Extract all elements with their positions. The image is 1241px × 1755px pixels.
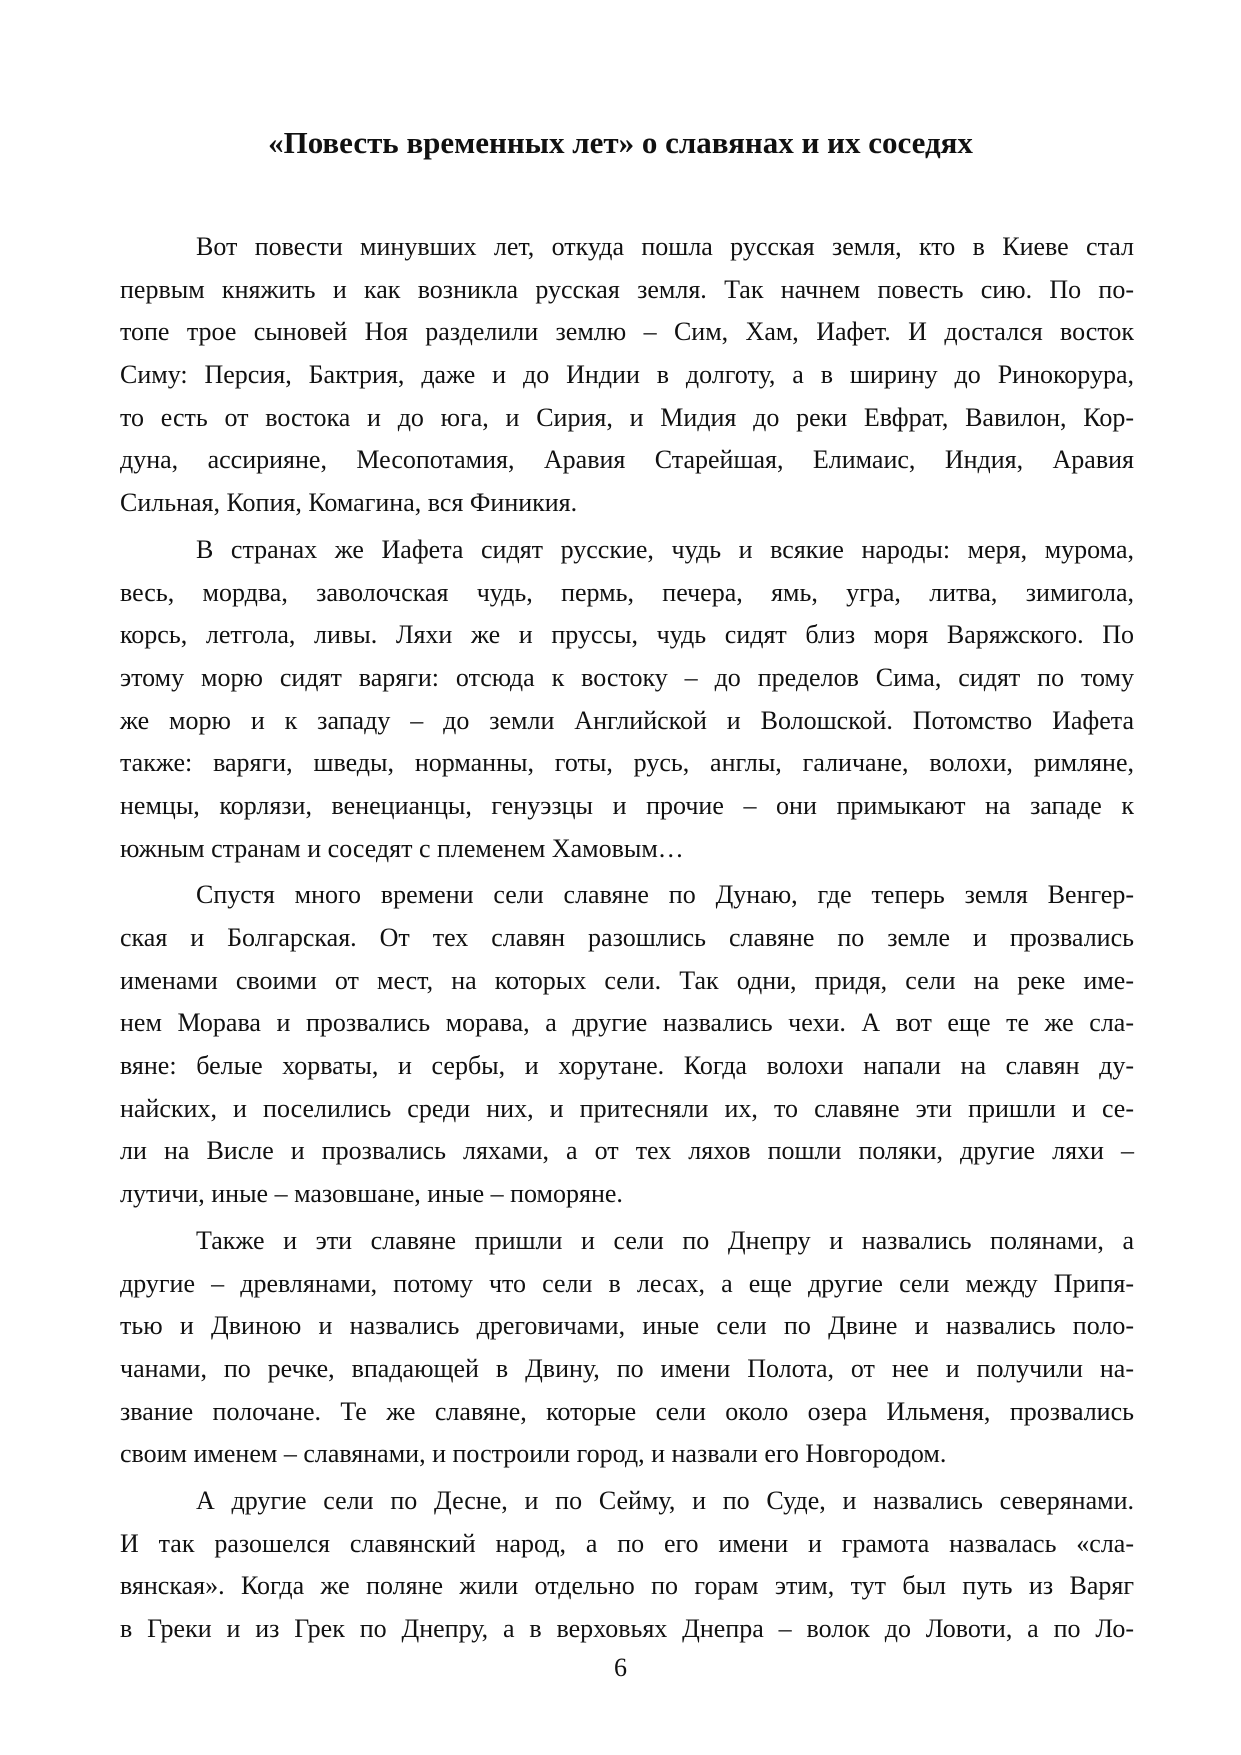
text-line: ли на Висле и прозвались ляхами, а от тех ляхов пошли поляки, другие ляхи – xyxy=(120,1136,1134,1166)
text-line: топе трое сыновей Ноя разделили землю – Сим, Хам, Иафет. И достался восток xyxy=(120,317,1134,347)
paragraph xyxy=(120,1220,1134,1476)
text-line: тью и Двиною и назвались дреговичами, иные сели по Двине и назвались поло- xyxy=(120,1311,1134,1341)
text-line: Спустя много времени сели славяне по Дунаю, где теперь земля Венгер- xyxy=(196,880,1134,910)
text-line: Вот повести минувших лет, откуда пошла русская земля, кто в Киеве стал xyxy=(196,232,1134,261)
text-line: чанами, по речке, впадающей в Двину, по имени Полота, от нее и получили на- xyxy=(120,1353,1134,1383)
text-line: Симу: Персия, Бактрия, даже и до Индии в долготу, а в ширину до Ринокорура, xyxy=(120,360,1134,390)
text-line: А другие сели по Десне, и по Сейму, и по Суде, и назвались северянами. xyxy=(196,1485,1134,1515)
text-line: корсь, летгола, ливы. Ляхи же и пруссы, чудь сидят близ моря Варяжского. По xyxy=(120,620,1134,650)
document-body xyxy=(120,226,1134,1655)
text-line: немцы, корлязи, венецианцы, генуэзцы и прочие – они примыкают на западе к xyxy=(120,790,1134,820)
text-line: также: варяги, шведы, норманны, готы, русь, англы, галичане, волохи, римляне, xyxy=(120,748,1134,778)
text-line: Сильная, Копия, Комагина, вся Финикия. xyxy=(120,488,578,518)
paragraph xyxy=(120,226,1134,525)
text-line: В странах же Иафета сидят русские, чудь и всякие народы: меря, мурома, xyxy=(196,534,1134,564)
text-line: Также и эти славяне пришли и сели по Днепру и назвались полянами, а xyxy=(196,1225,1134,1255)
page-title: «Повесть временных лет» о славянах и их соседях xyxy=(268,125,973,160)
text-line: своим именем – славянами, и построили город, и назвали его Новгородом. xyxy=(120,1439,947,1469)
text-line: первым княжить и как возникла русская земля. Так начнем повесть сию. По по- xyxy=(120,274,1134,304)
text-line: вяне: белые хорваты, и сербы, и хорутане. Когда волохи напали на славян ду- xyxy=(120,1051,1134,1081)
text-line: то есть от востока и до юга, и Сирия, и Мидия до реки Евфрат, Вавилон, Кор- xyxy=(120,402,1134,432)
text-line: ская и Болгарская. От тех славян разошлись славяне по земле и прозвались xyxy=(120,923,1134,952)
text-line: весь, мордва, заволочская чудь, пермь, печера, ямь, угра, литва, зимигола, xyxy=(120,577,1134,607)
text-line: И так разошелся славянский народ, а по его имени и грамота назвалась «сла- xyxy=(120,1528,1134,1558)
text-line: в Греки и из Грек по Днепру, а в верховьях Днепра – волок до Ловоти, а по Ло- xyxy=(120,1614,1134,1643)
page-number: 6 xyxy=(614,1653,627,1682)
text-line: лутичи, иные – мазовшане, иные – поморяне. xyxy=(120,1179,623,1209)
text-line: дуна, ассирияне, Месопотамия, Аравия Старейшая, Елимаис, Индия, Аравия xyxy=(120,445,1134,475)
text-line: вянская». Когда же поляне жили отдельно по горам этим, тут был путь из Варяг xyxy=(120,1571,1134,1601)
text-line: нем Морава и прозвались морава, а другие назвались чехи. А вот еще те же сла- xyxy=(120,1008,1134,1038)
text-line: южным странам и соседят с племенем Хамовым… xyxy=(120,833,684,863)
paragraph xyxy=(120,1480,1134,1651)
text-line: этому морю сидят варяги: отсюда к востоку – до пределов Сима, сидят по тому xyxy=(120,662,1134,692)
text-line: другие – древлянами, потому что сели в лесах, а еще другие сели между Припя- xyxy=(120,1268,1134,1298)
text-line: звание полочане. Те же славяне, которые сели около озера Ильменя, прозвались xyxy=(120,1396,1134,1426)
paragraph xyxy=(120,529,1134,871)
paragraph xyxy=(120,874,1134,1216)
text-line: же морю и к западу – до земли Английской и Волошской. Потомство Иафета xyxy=(120,705,1134,735)
text-line: найских, и поселились среди них, и притесняли их, то славяне эти пришли и се- xyxy=(120,1093,1134,1123)
text-line: именами своими от мест, на которых сели. Так одни, придя, сели на реке име- xyxy=(120,965,1134,995)
